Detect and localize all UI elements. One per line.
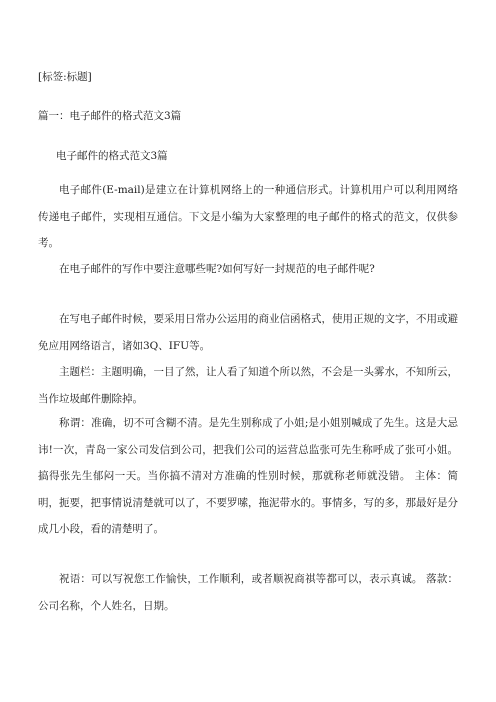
paragraph-intro: 电子邮件(E-mail)是建立在计算机网络上的一种通信形式。计算机用户可以利用网络传递电子邮件，实现相互通信。下文是小编为大家整理的电子邮件的格式的范文，仅供参考。	[38, 184, 458, 249]
paragraph-subject: 主题栏：主题明确，一目了然，让人看了知道个所以然，不会是一头雾水，不知所云，当作垃圾邮件删除掉。	[38, 366, 458, 405]
article-title: 电子邮件的格式范文3篇	[56, 150, 168, 162]
tag-label: [标签:标题]	[38, 71, 92, 83]
paragraph-format: 在写电子邮件时候，要采用日常办公运用的商业信函格式，使用正规的文字，不用或避免应用网络语言，诸如3Q、IFU等。	[38, 313, 458, 352]
paragraph-question: 在电子邮件的写作中要注意哪些呢?如何写好一封规范的电子邮件呢?	[59, 263, 375, 275]
section-heading: 篇一：电子邮件的格式范文3篇	[38, 110, 182, 122]
paragraph-closing: 祝语：可以写祝您工作愉快，工作顺利，或者顺祝商祺等都可以，表示真诚。 落款：公司名称，个人姓名，日期。	[38, 573, 458, 612]
paragraph-salutation-body: 称谓：准确，切不可含糊不清。是先生别称成了小姐;是小姐别喊成了先生。这是大忌讳!一次，青岛一家公司发信到公司，把我们公司的运营总监张可先生称呼成了张可小姐。搞得张先生郁闷一天。当你搞不清对方准确的性别时候，那就称老师就没错。 主体：简明，扼要，把事情说清楚就可以了，不要罗嗦，拖泥带水的。事情多，写的多，那最好是分成几小段，看的清楚明了。	[38, 417, 458, 535]
